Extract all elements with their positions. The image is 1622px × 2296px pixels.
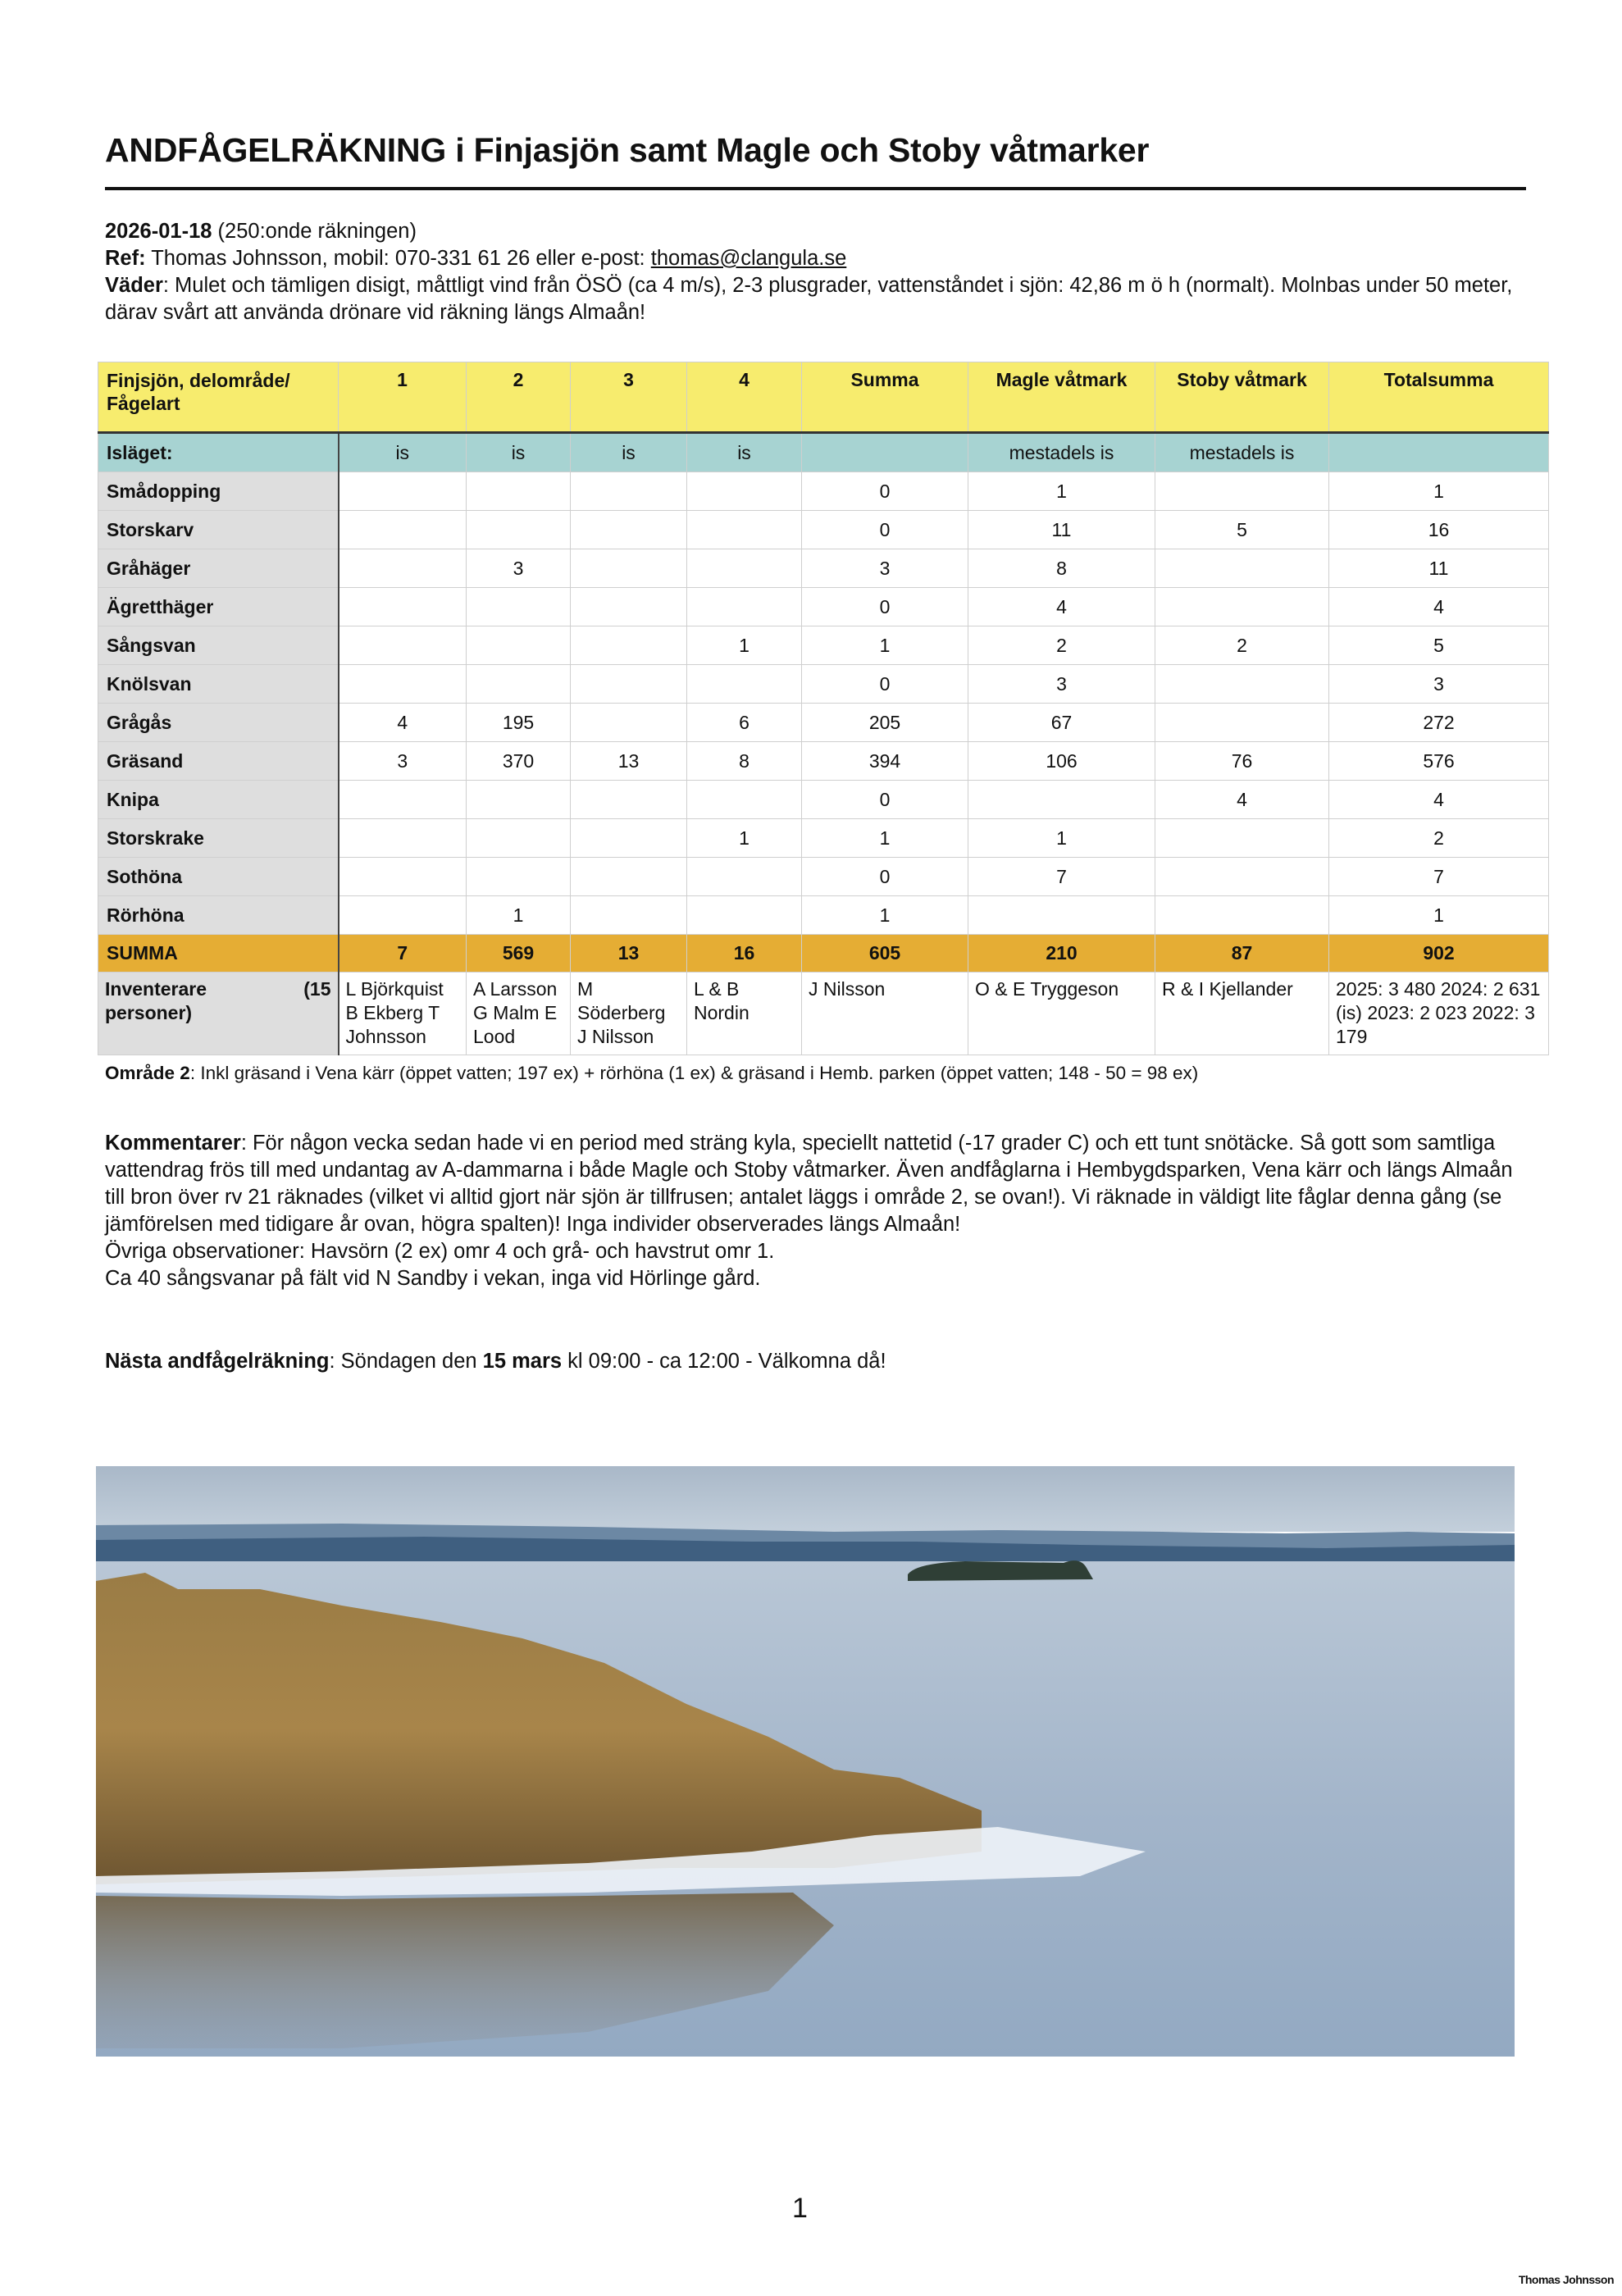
species-name: Sothöna	[98, 858, 339, 896]
table-cell	[467, 511, 571, 549]
table-cell	[467, 858, 571, 896]
document-title: ANDFÅGELRÄKNING i Finjasjön samt Magle och Stoby våtmarker	[105, 131, 1150, 169]
table-row	[98, 626, 1549, 665]
table-cell	[687, 549, 802, 588]
table-cell: is	[339, 433, 467, 472]
table-cell: 16	[687, 935, 802, 973]
next-count-date: 15 mars	[482, 1350, 563, 1373]
table-cell: 3	[802, 549, 968, 588]
inventory-names: J Nilsson	[802, 973, 968, 1055]
comments-text: : För någon vecka sedan hade vi en period med sträng kyla, speciellt nattetid (-17 grader C) och ett tunt snötäcke. Så gott som samtliga vattendrag frös till med undantag av A-dammarna i både Magle och Stoby våtmarker. Även andfåglarna i Hembygdsparken, Vena kärr och längs Almaån till bron över rv 21 räknades (vilket vi alltid gjort när sjön är tillfrusen; antalet läggs i område 2, se ovan!). Vi räknade in väldigt lite fåglar denna gång (se jämförelsen med tidigare år ovan, högra spalten)! Inga individer observerades längs Almaån!	[105, 1132, 1513, 1236]
table-cell: 2	[467, 362, 571, 433]
table-cell: 11	[1329, 549, 1549, 588]
table-cell: 576	[1329, 742, 1549, 781]
table-cell	[467, 472, 571, 511]
sum-row	[98, 935, 1549, 973]
species-name: Knipa	[98, 781, 339, 819]
inventory-label-left: Inventerare	[105, 978, 207, 1000]
weather-label: Väder	[105, 274, 163, 297]
inventory-label-right: (15	[303, 978, 331, 1000]
table-cell	[339, 472, 467, 511]
species-name: Sångsvan	[98, 626, 339, 665]
table-cell: 1	[802, 896, 968, 935]
table-cell: 87	[1155, 935, 1329, 973]
table-cell: 394	[802, 742, 968, 781]
table-cell	[339, 665, 467, 704]
table-cell: 8	[968, 549, 1155, 588]
table-cell: 3	[968, 665, 1155, 704]
other-observations: Övriga observationer: Havsörn (2 ex) omr 4 och grå- och havstrut omr 1.	[105, 1240, 775, 1263]
table-cell	[1329, 433, 1549, 472]
table-cell	[571, 819, 687, 858]
table-cell: 3	[1329, 665, 1549, 704]
table-cell: 8	[687, 742, 802, 781]
table-cell	[339, 896, 467, 935]
table-cell	[687, 511, 802, 549]
weather-text: : Mulet och tämligen disigt, måttligt vind från ÖSÖ (ca 4 m/s), 2-3 plusgrader, vattenståndet i sjön: 42,86 m ö h (normalt). Molnbas under 50 meter, därav svårt att använda drönare vid räkning längs Almaån!	[105, 274, 1513, 324]
table-cell	[571, 896, 687, 935]
table-cell	[968, 896, 1155, 935]
table-cell	[571, 511, 687, 549]
inventory-label	[98, 973, 339, 1055]
inventory-names: L & B Nordin	[687, 973, 802, 1055]
inventory-names: O & E Tryggeson	[968, 973, 1155, 1055]
table-cell: 4	[1155, 781, 1329, 819]
table-cell	[571, 781, 687, 819]
table-cell	[339, 858, 467, 896]
table-cell: 76	[1155, 742, 1329, 781]
table-cell: 2	[1155, 626, 1329, 665]
table-cell: 3	[467, 549, 571, 588]
weather-line	[105, 272, 1532, 326]
table-cell: 902	[1329, 935, 1549, 973]
table-cell	[687, 472, 802, 511]
table-cell: 1	[1329, 896, 1549, 935]
table-cell	[1155, 549, 1329, 588]
table-cell	[339, 588, 467, 626]
inventory-label-line2: personer)	[105, 1002, 193, 1023]
table-cell: 16	[1329, 511, 1549, 549]
table-cell: 7	[339, 935, 467, 973]
table-cell	[339, 626, 467, 665]
table-cell	[571, 665, 687, 704]
table-cell	[687, 896, 802, 935]
count-number: (250:onde räkningen)	[217, 220, 417, 243]
area-note-text: : Inkl gräsand i Vena kärr (öppet vatten; 197 ex) + rörhöna (1 ex) & gräsand i Hemb. parken (öppet vatten; 148 - 50 = 98 ex)	[189, 1063, 1199, 1083]
table-cell: 5	[1155, 511, 1329, 549]
table-cell: Summa	[802, 362, 968, 433]
table-cell	[802, 433, 968, 472]
table-cell: is	[467, 433, 571, 472]
table-cell	[571, 549, 687, 588]
table-cell	[339, 781, 467, 819]
species-name: Storskarv	[98, 511, 339, 549]
table-cell: 13	[571, 742, 687, 781]
table-cell: 1	[687, 626, 802, 665]
table-cell: 0	[802, 781, 968, 819]
table-cell: Magle våtmark	[968, 362, 1155, 433]
table-cell: Totalsumma	[1329, 362, 1549, 433]
table-cell	[467, 819, 571, 858]
table-row	[98, 858, 1549, 896]
species-name: Ägretthäger	[98, 588, 339, 626]
table-row	[98, 588, 1549, 626]
table-cell: 605	[802, 935, 968, 973]
table-cell	[1155, 858, 1329, 896]
inventory-row	[98, 973, 1549, 1055]
table-cell: 0	[802, 511, 968, 549]
table-row	[98, 781, 1549, 819]
ref-text: Thomas Johnsson, mobil: 070-331 61 26 eller e-post:	[151, 247, 645, 270]
area-2-note	[105, 1063, 1198, 1084]
inventory-names: R & I Kjellander	[1155, 973, 1329, 1055]
table-cell	[467, 781, 571, 819]
table-cell: 569	[467, 935, 571, 973]
table-cell	[687, 781, 802, 819]
table-cell	[1155, 588, 1329, 626]
table-row	[98, 819, 1549, 858]
table-cell	[1155, 819, 1329, 858]
species-name: Knölsvan	[98, 665, 339, 704]
table-cell: 0	[802, 665, 968, 704]
table-cell	[571, 858, 687, 896]
table-cell	[687, 858, 802, 896]
table-cell: 1	[687, 819, 802, 858]
table-cell: 370	[467, 742, 571, 781]
species-name: Storskrake	[98, 819, 339, 858]
table-cell: 1	[968, 472, 1155, 511]
table-cell: 7	[1329, 858, 1549, 896]
species-name: Rörhöna	[98, 896, 339, 935]
table-header-row	[98, 362, 1549, 433]
table-cell: 4	[687, 362, 802, 433]
previous-years-totals: 2025: 3 480 2024: 2 631 (is) 2023: 2 023 2022: 3 179	[1329, 973, 1549, 1055]
table-cell: 0	[802, 472, 968, 511]
table-cell: 0	[802, 588, 968, 626]
table-cell	[571, 704, 687, 742]
table-cell: 1	[1329, 472, 1549, 511]
report-date: 2026-01-18	[105, 220, 212, 243]
inventory-names: M Söderberg J Nilsson	[571, 973, 687, 1055]
table-cell: 205	[802, 704, 968, 742]
table-cell	[467, 626, 571, 665]
table-cell: 11	[968, 511, 1155, 549]
inventory-names: L Björkquist B Ekberg T Johnsson	[339, 973, 467, 1055]
table-cell: 7	[968, 858, 1155, 896]
table-cell: 1	[467, 896, 571, 935]
email-link[interactable]: thomas@clangula.se	[650, 247, 847, 270]
table-cell	[1155, 704, 1329, 742]
sky	[96, 1466, 1515, 1532]
comments-paragraph	[105, 1130, 1532, 1238]
table-cell: mestadels is	[968, 433, 1155, 472]
table-cell: 3	[571, 362, 687, 433]
table-cell	[571, 472, 687, 511]
area-note-label: Område 2	[105, 1063, 190, 1083]
species-name: Smådopping	[98, 472, 339, 511]
table-cell	[467, 588, 571, 626]
table-row	[98, 472, 1549, 511]
table-cell	[339, 549, 467, 588]
table-cell	[687, 588, 802, 626]
ice-status-label: Isläget:	[98, 433, 339, 472]
report-metadata	[105, 218, 1532, 326]
table-cell	[339, 819, 467, 858]
table-cell: 4	[1329, 781, 1549, 819]
table-cell: 2	[1329, 819, 1549, 858]
table-cell	[571, 626, 687, 665]
ice-status-row	[98, 433, 1549, 472]
ref-label: Ref:	[105, 247, 146, 270]
bird-count-table	[98, 362, 1549, 1055]
table-cell: 210	[968, 935, 1155, 973]
table-cell: mestadels is	[1155, 433, 1329, 472]
table-cell: 1	[802, 819, 968, 858]
inventory-names: A Larsson G Malm E Lood	[467, 973, 571, 1055]
species-name: Grågås	[98, 704, 339, 742]
page-number: 1	[792, 2193, 808, 2224]
table-row	[98, 704, 1549, 742]
table-cell: 4	[339, 704, 467, 742]
table-cell: is	[571, 433, 687, 472]
table-cell: Stoby våtmark	[1155, 362, 1329, 433]
table-cell	[968, 781, 1155, 819]
date-line	[105, 218, 1532, 245]
table-cell	[687, 665, 802, 704]
comments-section	[105, 1130, 1532, 1292]
table-cell: 4	[1329, 588, 1549, 626]
lake-photo-illustration	[96, 1466, 1515, 2057]
table-row	[98, 511, 1549, 549]
table-row	[98, 549, 1549, 588]
table-cell	[467, 665, 571, 704]
table-cell: 67	[968, 704, 1155, 742]
table-cell: 6	[687, 704, 802, 742]
table-cell: 195	[467, 704, 571, 742]
table-cell: 1	[968, 819, 1155, 858]
table-cell	[571, 588, 687, 626]
table-row	[98, 665, 1549, 704]
header-label: Finjsjön, delområde/ Fågelart	[98, 362, 339, 433]
table-cell: 3	[339, 742, 467, 781]
species-name: Gråhäger	[98, 549, 339, 588]
table-cell: 5	[1329, 626, 1549, 665]
table-cell: 2	[968, 626, 1155, 665]
table-cell: 4	[968, 588, 1155, 626]
table-cell	[339, 511, 467, 549]
sum-label: SUMMA	[98, 935, 339, 973]
table-cell: 1	[802, 626, 968, 665]
table-cell: 106	[968, 742, 1155, 781]
next-count-text1: : Söndagen den	[329, 1350, 483, 1373]
lake-photo	[96, 1466, 1515, 2057]
next-count-line	[105, 1350, 886, 1374]
table-row	[98, 742, 1549, 781]
table-cell	[1155, 472, 1329, 511]
table-cell: 13	[571, 935, 687, 973]
table-cell: is	[687, 433, 802, 472]
table-row	[98, 896, 1549, 935]
table-cell	[1155, 665, 1329, 704]
table-cell	[1155, 896, 1329, 935]
swan-observation: Ca 40 sångsvanar på fält vid N Sandby i vekan, inga vid Hörlinge gård.	[105, 1267, 761, 1290]
footer-author: Thomas Johnsson	[1518, 2273, 1614, 2286]
next-count-label: Nästa andfågelräkning	[105, 1350, 330, 1373]
table-cell: 272	[1329, 704, 1549, 742]
next-count-text2: kl 09:00 - ca 12:00 - Välkomna då!	[562, 1350, 886, 1373]
reference-line	[105, 245, 1532, 272]
table-cell: 0	[802, 858, 968, 896]
species-name: Gräsand	[98, 742, 339, 781]
table-cell: 1	[339, 362, 467, 433]
title-divider	[105, 187, 1526, 190]
comments-label: Kommentarer	[105, 1132, 241, 1155]
